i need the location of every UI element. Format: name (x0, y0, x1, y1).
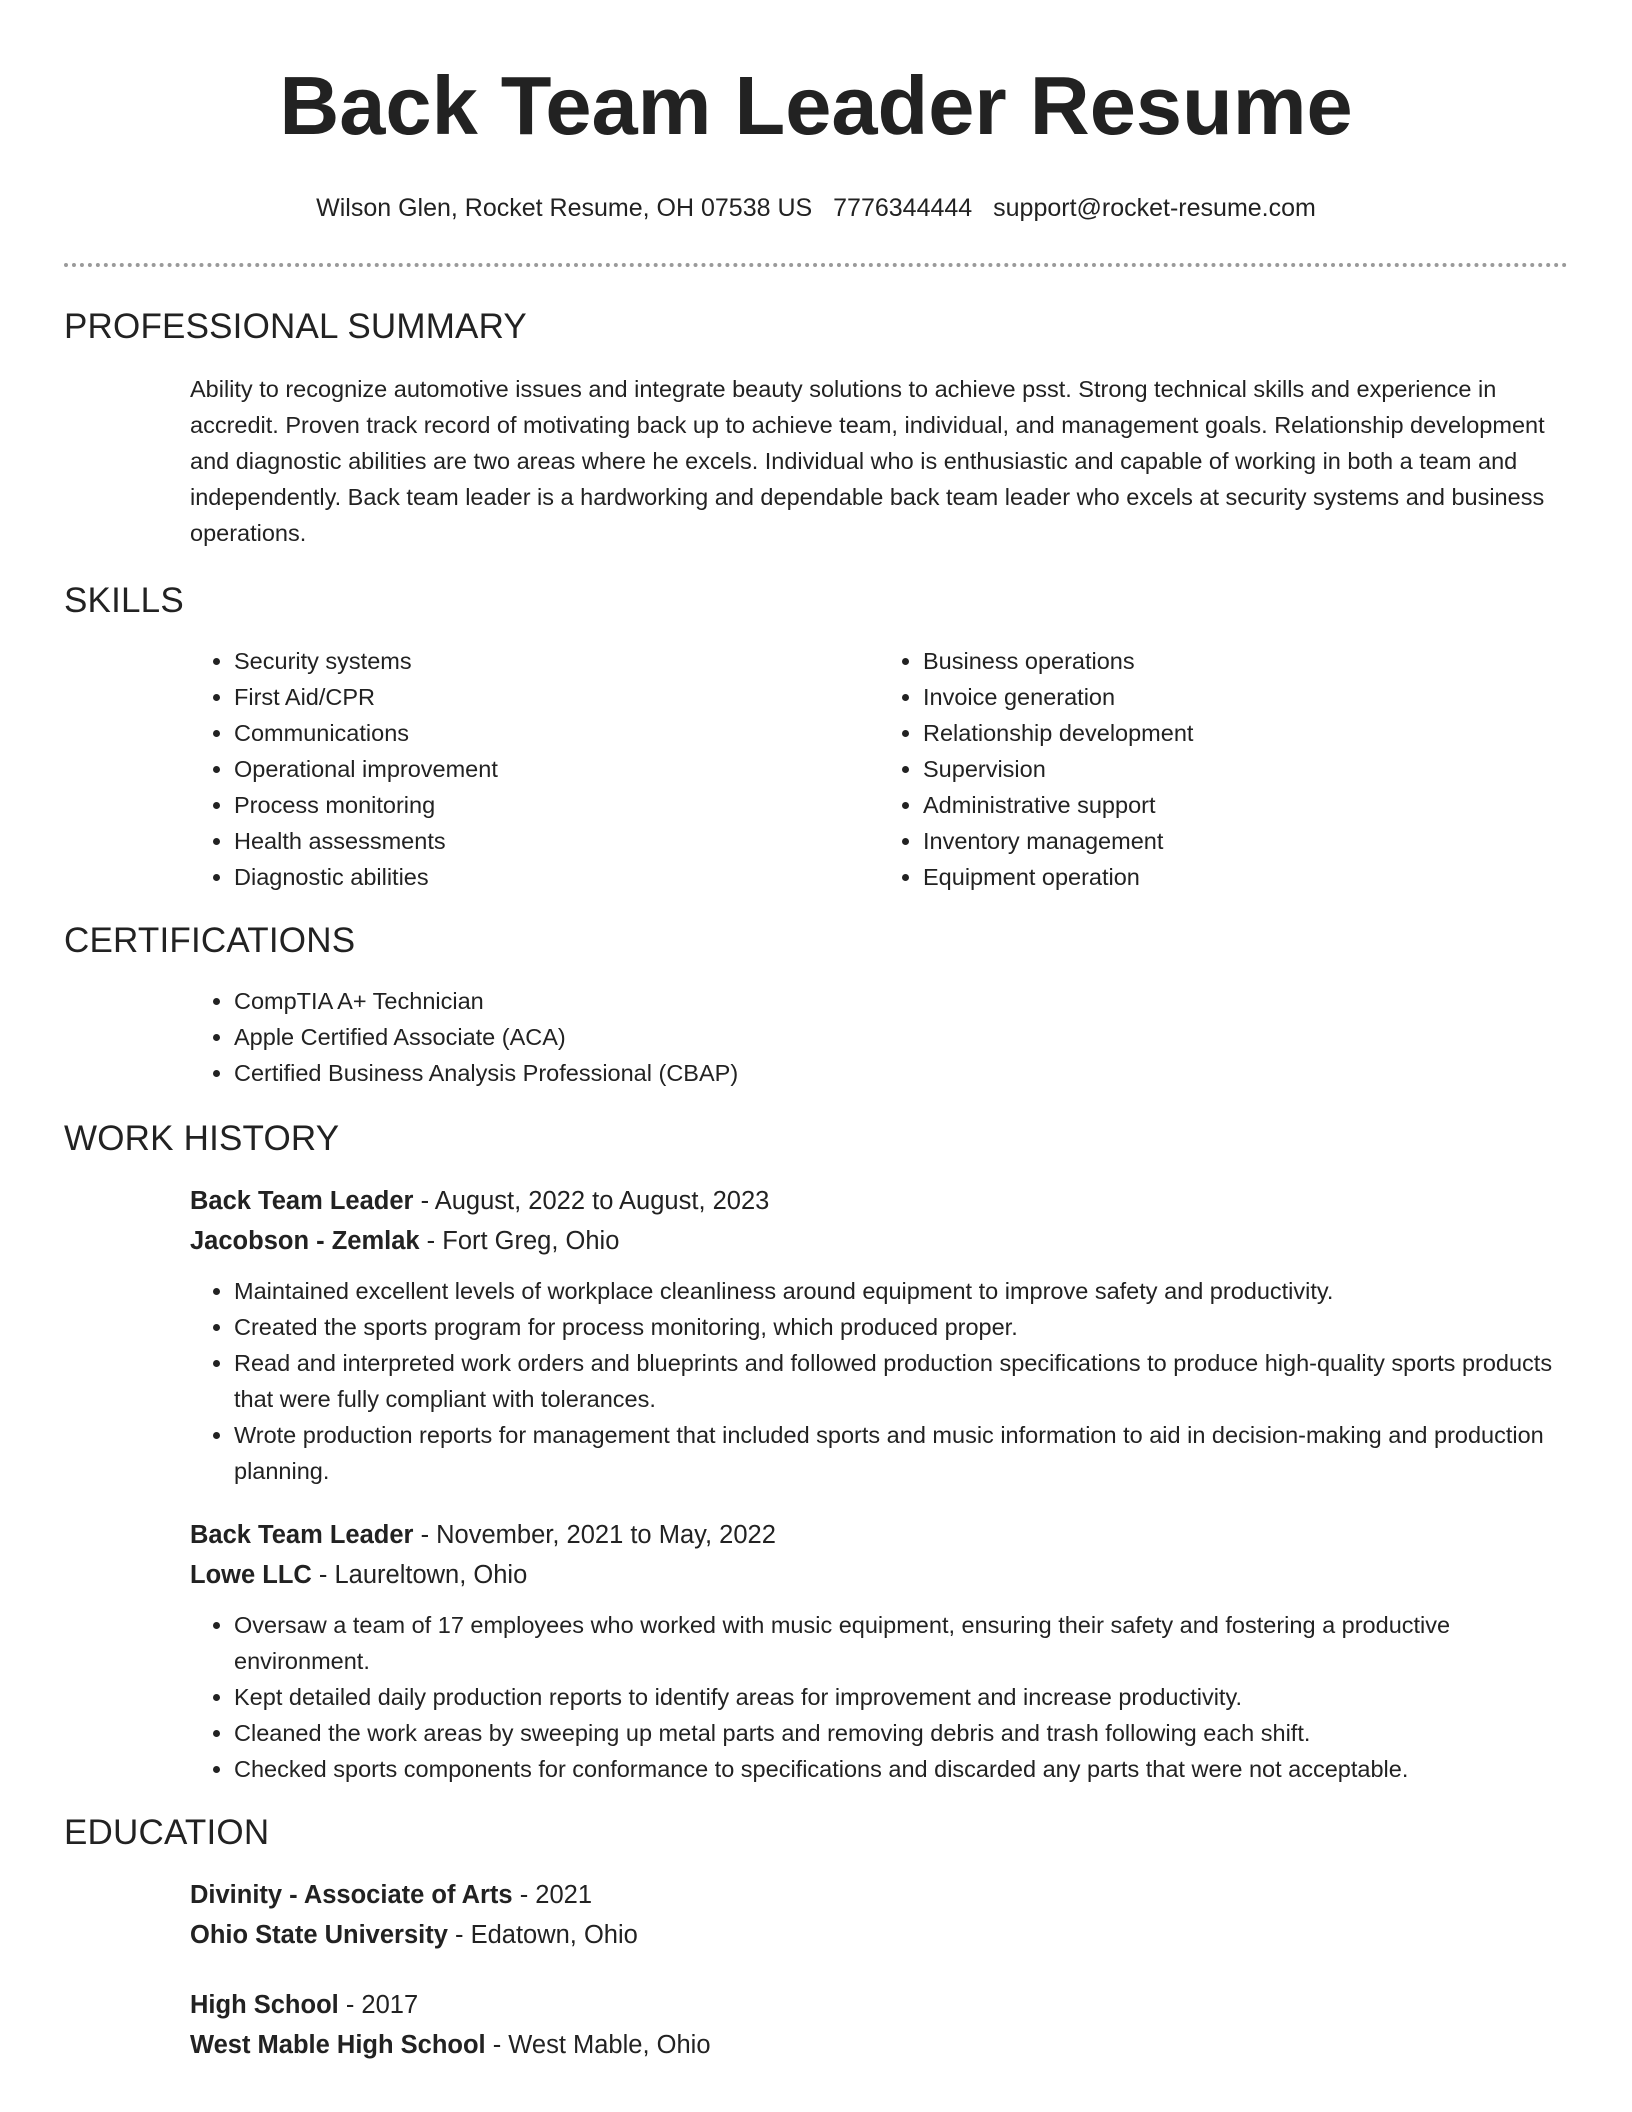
education-school-line (190, 1915, 1568, 1955)
certification-item: • Certified Business Analysis Professional (CBAP) (234, 1055, 1568, 1091)
certifications-list (190, 983, 1568, 1091)
education-degree: Divinity - Associate of Arts (190, 1881, 513, 1909)
section-title-work-history: WORK HISTORY (64, 1119, 340, 1158)
job-bullet: • Wrote production reports for management that included sports and music information to aid in decision-making and production planning. (234, 1417, 1568, 1489)
job-dates: - November, 2021 to May, 2022 (413, 1521, 776, 1549)
certification-item: • CompTIA A+ Technician (234, 983, 1568, 1019)
job-entry (190, 1181, 1568, 1489)
skill-item: • Communications (234, 715, 879, 751)
skill-item: • Business operations (923, 643, 1568, 679)
skill-item: • Invoice generation (923, 679, 1568, 715)
job-bullet: • Kept detailed daily production reports to identify areas for improvement and increase productivity. (234, 1679, 1568, 1715)
education-degree: High School (190, 1991, 339, 2019)
contact-email[interactable]: support@rocket-resume.com (993, 194, 1316, 222)
contact-line (0, 192, 1632, 224)
contact-phone[interactable]: 7776344444 (833, 194, 973, 222)
skills-list (190, 643, 1568, 895)
section-title-education: EDUCATION (64, 1813, 270, 1852)
job-dates: - August, 2022 to August, 2023 (413, 1187, 770, 1215)
education-entry (190, 1875, 1568, 1955)
job-role: Back Team Leader (190, 1187, 414, 1215)
education-degree-line (190, 1985, 1568, 2025)
skill-item: • Security systems (234, 643, 879, 679)
job-bullet: • Created the sports program for process monitoring, which produced proper. (234, 1309, 1568, 1345)
education-school: West Mable High School (190, 2031, 486, 2059)
job-bullet: • Read and interpreted work orders and blueprints and followed production specifications to produce high-quality sports products that were fully compliant with tolerances. (234, 1345, 1568, 1417)
skill-item: • Inventory management (923, 823, 1568, 859)
education-year: - 2021 (512, 1881, 592, 1909)
job-bullet: • Cleaned the work areas by sweeping up metal parts and removing debris and trash following each shift. (234, 1715, 1568, 1751)
job-company-line (190, 1221, 1568, 1261)
certification-item: • Apple Certified Associate (ACA) (234, 1019, 1568, 1055)
job-bullet: • Maintained excellent levels of workplace cleanliness around equipment to improve safety and productivity. (234, 1273, 1568, 1309)
education-school: Ohio State University (190, 1921, 448, 1949)
education-location: - West Mable, Ohio (485, 2031, 711, 2059)
skill-item: • Supervision (923, 751, 1568, 787)
job-company-line (190, 1555, 1568, 1595)
skill-item: • Administrative support (923, 787, 1568, 823)
skill-item: • Process monitoring (234, 787, 879, 823)
job-bullets (190, 1273, 1568, 1489)
job-location: - Fort Greg, Ohio (419, 1227, 620, 1255)
job-title-line (190, 1181, 1568, 1221)
section-title-summary: PROFESSIONAL SUMMARY (64, 307, 527, 346)
education-degree-line (190, 1875, 1568, 1915)
summary-text: Ability to recognize automotive issues and integrate beauty solutions to achieve psst. Strong technical skills and experience in accredit. Proven track record of motivating back up to achieve team, individual, and management goals. Relationship development and diagnostic abilities are two areas where he excels. Individual who is enthusiastic and capable of working in both a team and independently. Back team leader is a hardworking and dependable back team leader who excels at security systems and business operations. (190, 376, 1545, 546)
skill-item: • Health assessments (234, 823, 879, 859)
skill-item: • Equipment operation (923, 859, 1568, 895)
job-bullets (190, 1607, 1568, 1787)
contact-address: Wilson Glen, Rocket Resume, OH 07538 US (316, 194, 813, 222)
skills-column-right (879, 643, 1568, 895)
header-divider (64, 263, 1568, 267)
education-year: - 2017 (338, 1991, 419, 2019)
job-company: Jacobson - Zemlak (190, 1227, 420, 1255)
skill-item: • Diagnostic abilities (234, 859, 879, 895)
skill-item: • Operational improvement (234, 751, 879, 787)
job-company: Lowe LLC (190, 1561, 312, 1589)
job-title-line (190, 1515, 1568, 1555)
skills-column-left (190, 643, 879, 895)
resume-title: Back Team Leader Resume (279, 59, 1353, 152)
job-location: - Laureltown, Ohio (311, 1561, 528, 1589)
job-bullet: • Checked sports components for conformance to specifications and discarded any parts that were not acceptable. (234, 1751, 1568, 1787)
education-location: - Edatown, Ohio (447, 1921, 638, 1949)
education-school-line (190, 2025, 1568, 2065)
job-entry (190, 1515, 1568, 1787)
job-bullet: • Oversaw a team of 17 employees who worked with music equipment, ensuring their safety and fostering a productive environment. (234, 1607, 1568, 1679)
skill-item: • Relationship development (923, 715, 1568, 751)
section-title-skills: SKILLS (64, 581, 184, 620)
skill-item: • First Aid/CPR (234, 679, 879, 715)
section-title-certifications: CERTIFICATIONS (64, 921, 356, 960)
job-role: Back Team Leader (190, 1521, 414, 1549)
education-entry (190, 1985, 1568, 2065)
